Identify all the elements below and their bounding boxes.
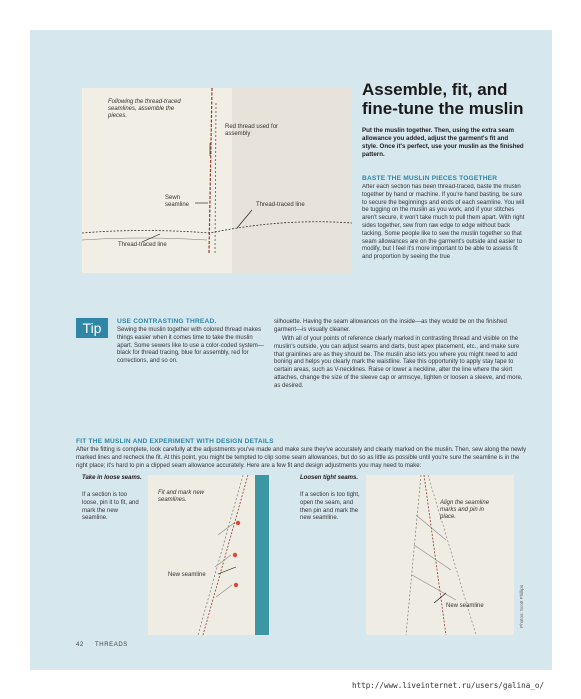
fit-right-illustration [366,475,514,635]
tip-heading: USE CONTRASTING THREAD. [117,318,217,325]
fit-right-heading: Loosen tight seams. [300,475,359,481]
fit-right-text: If a section is too tight, open the seam, and then pin and mark the new seamline. [300,492,360,522]
section1-paragraph1-cont: silhouette. Having the seam allowances on the inside—as they would be on the finished garment—is visually cleaner. [274,319,507,333]
magazine-name: THREADS [95,642,128,648]
fit-right-photo-label: New seamline [446,603,484,609]
tip-text: Sewing the muslin together with colored thread makes things easier when it comes time to take the muslin apart. Some sewers like to use a color-coded system—black for thread tracing, blue for assembly, red for corrections, and so on. [117,327,264,365]
article-lead: Put the muslin together. Then, using the extra seam allowance you added, adjust the garment's fit and style. Once it's perfect, use your muslin as the finished pattern. [362,127,524,158]
section1-paragraph1: After each section has been thread-traced, baste the muslin together by hand or machine. If you're hand basting, be sure to secure the beginnings and ends of each seamline. You will be tugging on the muslin as you work, and if your stitches aren't secure, it won't take much to pull them apart. With right sides together, sew from raw edge to edge without back tacking. Some people like to sew the muslin together so that seam allowances are on the garment's outside and easier to modify, but I feel it's more important to be able to assess fit and proportion by seeing the true [362,184,525,261]
section1-paragraph2: With all of your points of reference clearly marked in contrasting thread and visible on the muslin's outside, you can adjust seams and darts, bust apex placement, etc., and make sure that grainlines are as they should be. The muslin also lets you where you might need to add boning and helps you clearly mark the waistline. Take this opportunity to apply stay tape to certain areas, such as V-necklines. Raise or lower a neckline, alter the line where the skirt attaches, change the size of the sleeve cap or armscye, tighten or loosen a sleeve, and more, as desired. [274,336,523,389]
section2-text: After the fitting is complete, look carefully at the adjustments you've made and make sure they've accurately and clearly marked on the muslin. Then, sew along the newly marked lines and recheck the fit. At this point, you might be tempted to clip some seam allowances, but do so as little as possible until you're sure the seamline is in the right place; it's hard to pin a clipped seam allowance accurately. Here are a few fit and design adjustments you may need to make: [76,447,527,469]
photo-credit: Photos: Scott Phillips [519,584,524,628]
fit-right-photo-caption: Align the seamline marks and pin in place. [440,500,490,520]
label-thread-traced-left: Thread-traced line [118,242,167,248]
fit-right-photo [366,475,514,635]
fit-left-text: If a section is too loose, pin it to fit, and mark the new seamline. [82,492,139,522]
fit-left-heading: Take in loose seams. [82,475,142,481]
teal-fabric-left [255,475,269,635]
page-number: 42 [76,642,84,648]
source-url: http://www.liveinternet.ru/users/galina_o/ [352,681,545,690]
label-thread-traced-right: Thread-traced line [256,202,305,208]
top-photo-caption: Following the thread-traced seamlines, assemble the pieces. [108,99,181,119]
fit-left-photo-caption: Fit and mark new seamlines. [158,490,205,503]
section2-heading: FIT THE MUSLIN AND EXPERIMENT WITH DESIGN DETAILS [76,438,274,445]
section1-heading: BASTE THE MUSLIN PIECES TOGETHER [362,175,498,182]
label-sewn-seamline: Sewn seamline [165,195,190,208]
label-red-thread: Red thread used for assembly [225,124,279,137]
fit-left-photo-label: New seamline [168,572,206,578]
tip-badge: Tip [76,318,108,338]
article-title: Assemble, fit, and fine-tune the muslin [362,80,524,118]
